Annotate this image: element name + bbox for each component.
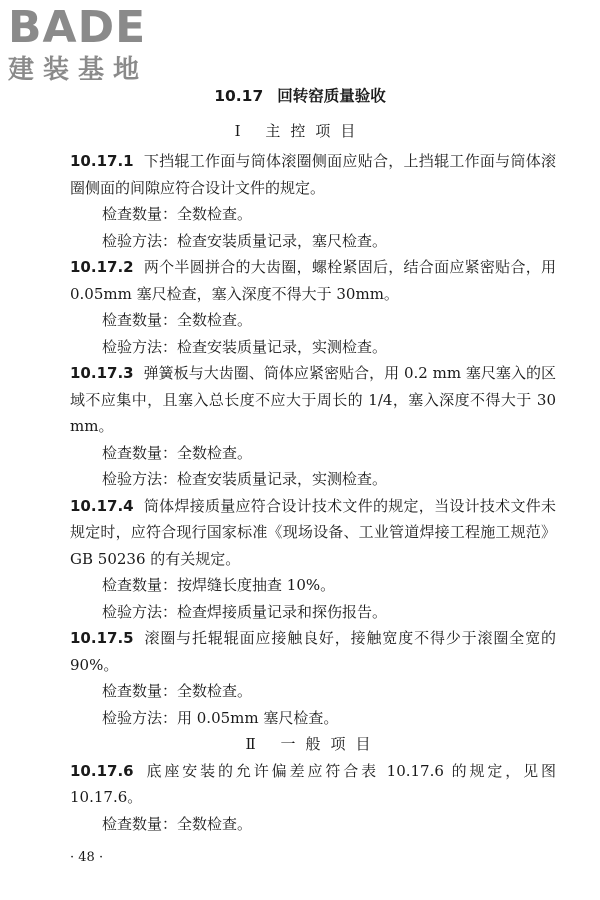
inspection-quantity: 检查数量：按焊缝长度抽查 10%。: [102, 576, 336, 594]
inspection-method: 检验方法：检查安装质量记录，实测检查。: [102, 470, 388, 488]
section-title-number: 10.17: [214, 87, 264, 105]
clause-text: 下挡辊工作面与筒体滚圈侧面应贴合，上挡辊工作面与筒体滚圈侧面的间隙应符合设计文件的规定。: [70, 152, 556, 197]
clause-number: 10.17.4: [70, 496, 134, 515]
inspection-method: 检验方法：检查安装质量记录，实测检查。: [102, 337, 388, 356]
clause-text: 底座安装的允许偏差应符合表 10.17.6 的规定，见图 10.17.6。: [70, 761, 556, 806]
inspection-method: 检验方法：用 0.05mm 塞尺检查。: [102, 708, 339, 727]
clause-10-17-6: [70, 758, 556, 811]
clause-number: 10.17.1: [70, 152, 134, 170]
clause-number: 10.17.2: [70, 258, 134, 276]
document-body: [70, 148, 556, 837]
page-number: · 48 ·: [70, 850, 104, 865]
inspection-quantity: 检查数量：全数检查。: [102, 443, 253, 462]
clause-10-17-5: [70, 625, 556, 678]
clause-number: 10.17.6: [70, 761, 134, 780]
subheading-general-items: Ⅱ 一般项目: [245, 735, 381, 753]
section-title: [0, 84, 600, 106]
inspection-quantity: 检查数量：全数检查。: [102, 814, 253, 833]
section-title-text: 回转窑质量验收: [277, 87, 386, 105]
subheading-main-items: Ⅰ 主控项目: [234, 122, 366, 140]
clause-number: 10.17.3: [70, 364, 134, 382]
clause-text: 滚圈与托辊辊面应接触良好，接触宽度不得少于滚圈全宽的 90%。: [70, 629, 556, 674]
clause-text: 两个半圆拼合的大齿圈，螺栓紧固后，结合面应紧密贴合，用 0.05mm 塞尺检查，塞入深度不得大于 30mm。: [70, 258, 556, 303]
clause-text: 筒体焊接质量应符合设计技术文件的规定，当设计技术文件未规定时，应符合现行国家标准《现场设备、工业管道焊接工程施工规范》GB 50236 的有关规定。: [70, 496, 556, 568]
logo-subtitle: 建装基地: [8, 55, 149, 85]
inspection-quantity: 检查数量：全数检查。: [102, 205, 253, 223]
inspection-method: 检验方法：检查安装质量记录，塞尺检查。: [102, 231, 388, 250]
logo-wordmark: BADE: [8, 2, 147, 53]
clause-10-17-1: [70, 148, 556, 201]
inspection-quantity: 检查数量：全数检查。: [102, 682, 253, 700]
clause-text: 弹簧板与大齿圈、筒体应紧密贴合，用 0.2 mm 塞尺塞入的区域不应集中，且塞入总长度不应大于周长的 1/4，塞入深度不得大于 30 mm。: [70, 364, 556, 435]
logo: [8, 2, 149, 85]
clause-10-17-3: [70, 360, 556, 440]
inspection-quantity: 检查数量：全数检查。: [102, 311, 253, 329]
inspection-method: 检验方法：检查焊接质量记录和探伤报告。: [102, 602, 388, 621]
clause-number: 10.17.5: [70, 629, 134, 647]
clause-10-17-2: [70, 254, 556, 307]
clause-10-17-4: [70, 493, 556, 573]
